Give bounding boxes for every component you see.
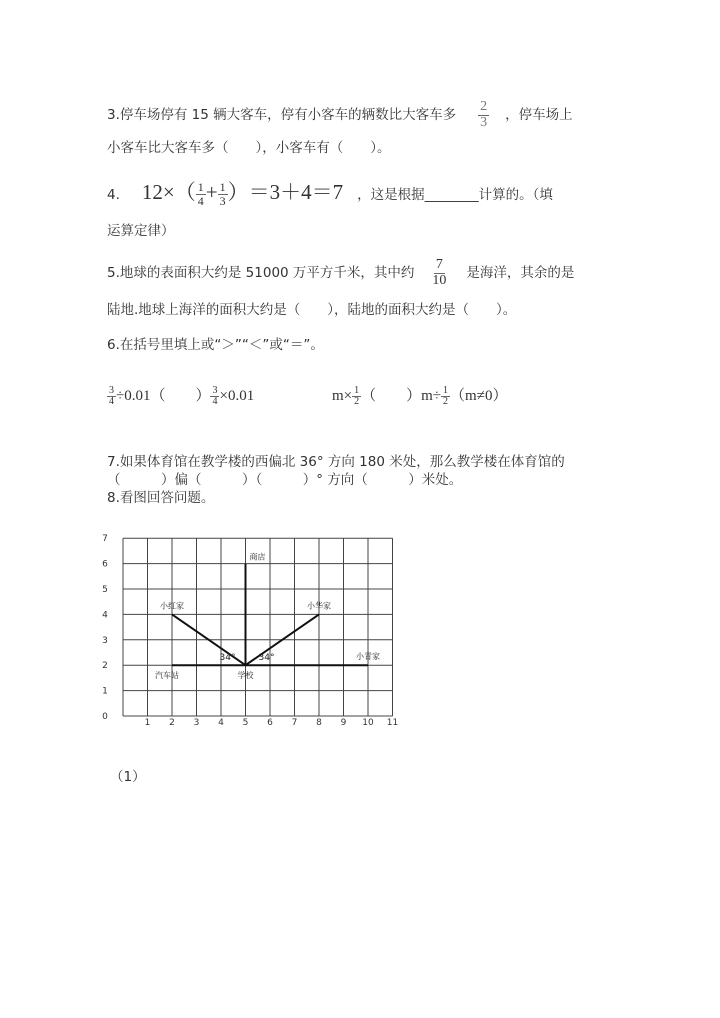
- y-tick-label: 0: [102, 712, 108, 722]
- x-tick-label: 6: [267, 718, 273, 728]
- y-tick-label: 1: [102, 686, 108, 697]
- angle-label: 34°: [258, 653, 275, 664]
- question-7-line1: 7.如果体育馆在教学楼的西偏北 36° 方向 180 米处，那么教学楼在体育馆的: [107, 454, 565, 470]
- question-3-line1: [107, 100, 573, 130]
- question-5-line2: 陆地.地球上海洋的面积大约是（ ），陆地的面积大约是（ ）。: [107, 302, 517, 318]
- q3-text-end: ，停车场上: [505, 107, 573, 124]
- x-tick-label: 11: [386, 718, 399, 728]
- x-tick-label: 1: [144, 718, 151, 728]
- question-3-line2: 小客车比大客车多（ ），小客车有（ ）。: [107, 140, 391, 156]
- fraction-7-10: $\frac{7}{10}$: [432, 257, 447, 288]
- point-label: 商店: [249, 552, 266, 562]
- question-6-compare-b: m× $\frac{1}{2}$ （ ）m÷ $\frac{1}{2}$ （m≠0）: [332, 384, 508, 408]
- y-tick-label: 6: [102, 559, 108, 570]
- y-tick-label: 2: [102, 661, 108, 672]
- question-4-line2: 运算定律）: [107, 223, 175, 239]
- x-tick-label: 4: [218, 718, 224, 728]
- q4-expression: 12×（ $\frac{1}{4}$ + $\frac{1}{3}$ ）＝3＋4＝7: [141, 180, 344, 208]
- question-7-line2: （ ）偏（ ）（ ）° 方向（ ）米处。: [107, 472, 463, 488]
- map-grid-diagram: [100, 530, 410, 730]
- x-tick-label: 8: [316, 718, 322, 728]
- y-tick-label: 5: [102, 585, 108, 595]
- question-8-title: 8.看图回答问题。: [107, 490, 215, 506]
- sub-question-1: （1）: [110, 769, 146, 785]
- q3-text: 3.停车场停有 15 辆大客车，停有小客车的辆数比大客车多: [107, 107, 457, 124]
- x-tick-label: 9: [340, 718, 347, 728]
- question-6-title: 6.在括号里填上或“＞”“＜”或“＝”。: [107, 337, 324, 353]
- q4-text: ，这是根据________计算的。（填: [357, 187, 553, 203]
- q5-text: 5.地球的表面积大约是 51000 万平方千米，其中约: [107, 265, 415, 282]
- question-4-line1: [107, 176, 553, 207]
- question-6-compare-a: $\frac{3}{4}$ ÷0.01（ ） $\frac{3}{4}$ ×0.01: [109, 384, 255, 408]
- x-tick-label: 2: [169, 718, 175, 728]
- point-label: 汽车站: [155, 671, 179, 681]
- point-label: 小华家: [307, 601, 331, 611]
- y-tick-label: 7: [102, 534, 108, 545]
- question-5-line1: [107, 258, 574, 288]
- point-label: 学校: [237, 671, 254, 681]
- x-tick-label: 3: [193, 718, 200, 728]
- point-label: 小青家: [356, 652, 380, 662]
- fraction-2-3: $\frac{2}{3}$: [480, 99, 488, 130]
- q5-text-end: 是海洋，其余的是: [466, 265, 575, 282]
- point-label: 小红家: [160, 601, 184, 611]
- x-tick-label: 10: [362, 718, 374, 728]
- angle-label: 34°: [219, 653, 236, 664]
- x-tick-label: 7: [291, 718, 298, 728]
- x-tick-label: 5: [242, 718, 249, 728]
- y-tick-label: 3: [102, 635, 108, 646]
- q4-number: 4.: [107, 187, 120, 203]
- y-tick-label: 4: [102, 610, 108, 621]
